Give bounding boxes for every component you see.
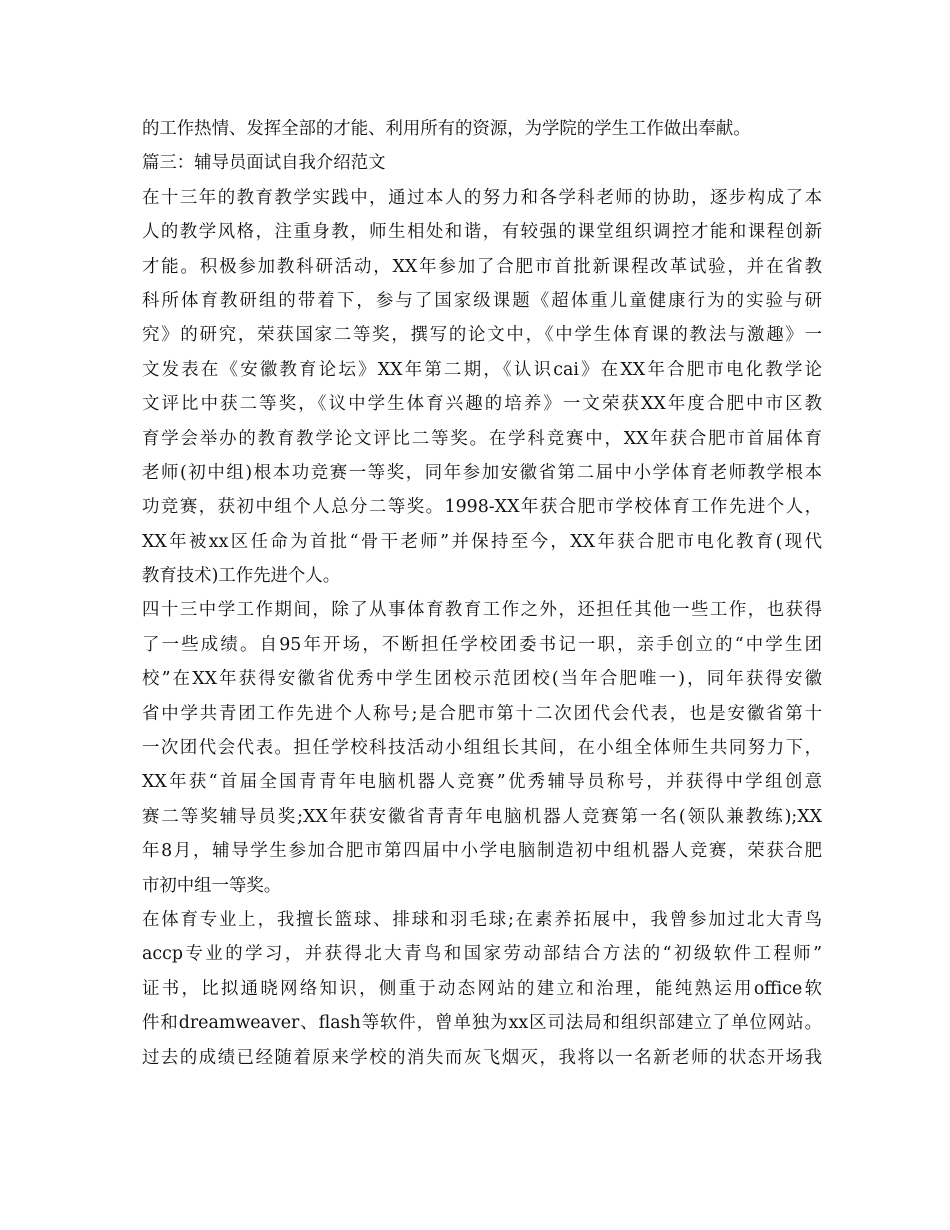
document-line: 究》的研究，荣获国家二等奖，撰写的论文中，《中学生体育课的教法与激趣》一 [142,325,822,346]
document-line: 件和dreamweaver、flash等软件，曾单独为xx区司法局和组织部建立了单位网站。 [142,1013,822,1034]
document-line: 文发表在《安徽教育论坛》XX年第二期，《认识cai》在XX年合肥市电化教学论 [142,359,822,380]
document-line: 在十三年的教育教学实践中，通过本人的努力和各学科老师的协助，逐步构成了本 [142,187,822,208]
document-line: 了一些成绩。自95年开场，不断担任学校团委书记一职，亲手创立的“中学生团 [142,634,822,655]
document-line: 赛二等奖辅导员奖;XX年获安徽省青青年电脑机器人竞赛第一名(领队兼教练);XX [142,806,822,827]
document-line: 校”在XX年获得安徽省优秀中学生团校示范团校(当年合肥唯一)，同年获得安徽 [142,669,822,690]
document-line: 省中学共青团工作先进个人称号;是合肥市第十二次团代会代表，也是安徽省第十 [142,703,822,724]
document-line: 市初中组一等奖。 [142,875,282,896]
document-line: XX年被xx区任命为首批“骨干老师”并保持至今，XX年获合肥市电化教育(现代 [142,531,822,552]
document-body [142,112,822,1075]
document-line: 的工作热情、发挥全部的才能、利用所有的资源，为学院的学生工作做出奉献。 [142,119,751,139]
document-line: 证书，比拟通晓网络知识，侧重于动态网站的建立和治理，能纯熟运用office软 [142,978,822,999]
document-line: 篇三：辅导员面试自我介绍范文 [142,153,386,174]
document-line: 一次团代会代表。担任学校科技活动小组组长其间，在小组全体师生共同努力下， [142,738,822,759]
document-line: XX年获“首届全国青青年电脑机器人竞赛”优秀辅导员称号，并获得中学组创意 [142,772,822,793]
document-line: 科所体育教研组的带着下，参与了国家级课题《超体重儿童健康行为的实验与研 [142,290,822,311]
document-line: 在体育专业上，我擅长篮球、排球和羽毛球;在素养拓展中，我曾参加过北大青鸟 [142,909,822,930]
document-line: 人的教学风格，注重身教，师生相处和谐，有较强的课堂组织调控才能和课程创新 [142,222,822,243]
document-line: 功竞赛，获初中组个人总分二等奖。1998-XX年获合肥市学校体育工作先进个人， [142,497,822,518]
document-line: 才能。积极参加教科研活动，XX年参加了合肥市首批新课程改革试验，并在省教 [142,256,822,277]
document-line: 文评比中获二等奖，《议中学生体育兴趣的培养》一文荣获XX年度合肥中市区教 [142,394,822,415]
document-line: 年8月，辅导学生参加合肥市第四届中小学电脑制造初中组机器人竞赛，荣获合肥 [142,841,822,862]
document-line: accp专业的学习，并获得北大青鸟和国家劳动部结合方法的“初级软件工程师” [142,944,822,965]
document-line: 过去的成绩已经随着原来学校的消失而灰飞烟灭，我将以一名新老师的状态开场我 [142,1047,822,1068]
document-line: 教育技术)工作先进个人。 [142,566,341,587]
document-line: 老师(初中组)根本功竞赛一等奖，同年参加安徽省第二届中小学体育老师教学根本 [142,462,822,483]
document-line: 育学会举办的教育教学论文评比二等奖。在学科竞赛中，XX年获合肥市首届体育 [142,428,822,449]
document-line: 四十三中学工作期间，除了从事体育教育工作之外，还担任其他一些工作，也获得 [142,600,822,621]
